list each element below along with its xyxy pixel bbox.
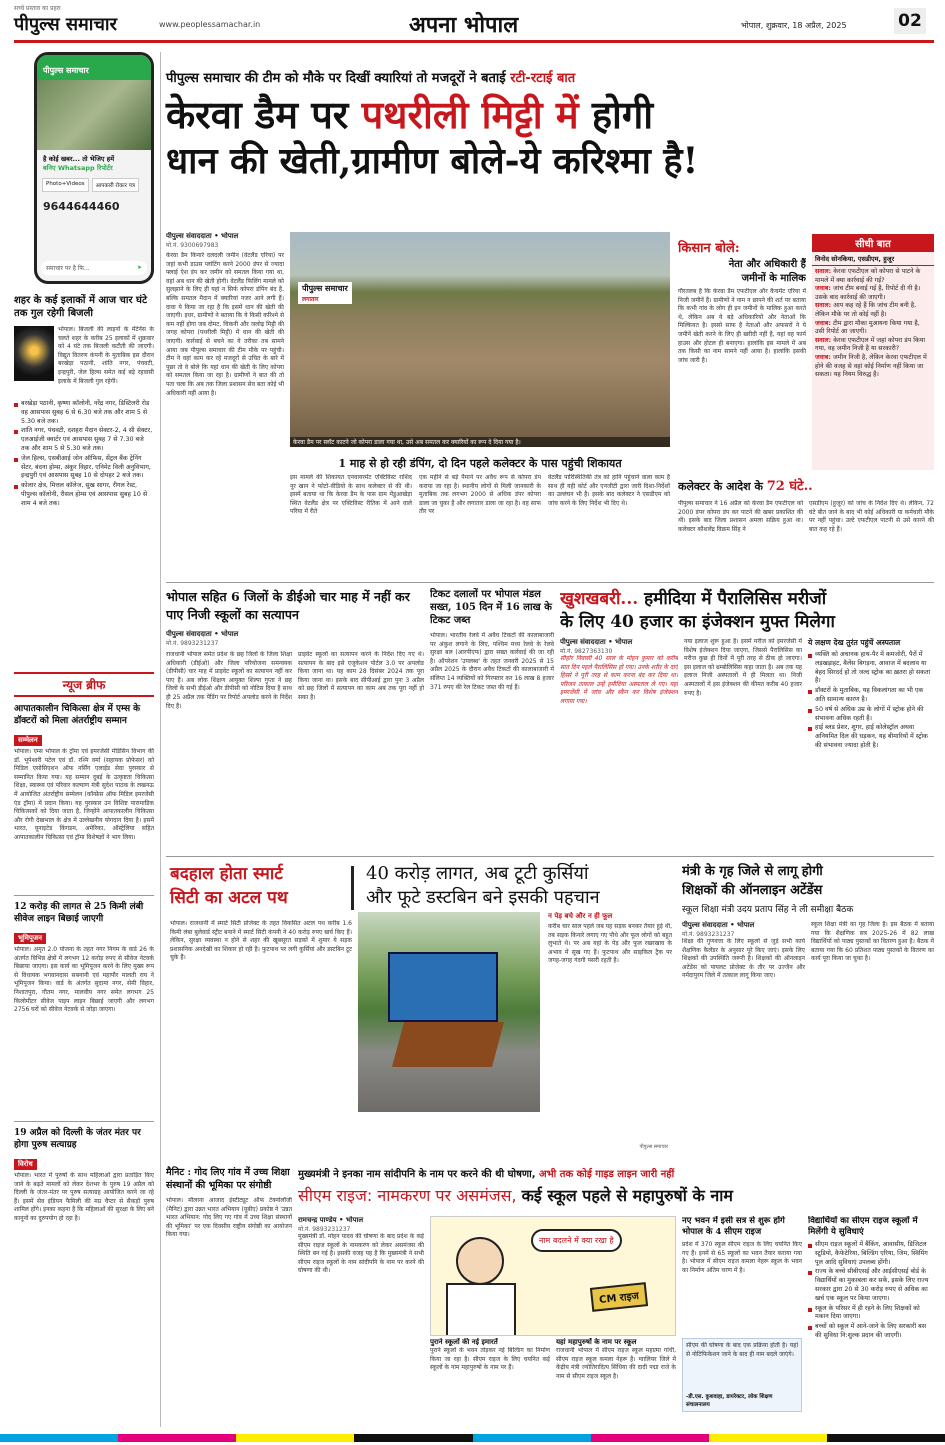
qa-item [815, 354, 931, 380]
top-mobile: मो.नं. 9300697983 [166, 242, 219, 249]
hospital-mobile: मो.नं. 9827363130 [560, 648, 613, 655]
bench-photo [358, 912, 540, 1112]
cm-col1: मुख्यमंत्री डॉ. मोहन यादव की घोषणा के बाद प्रदेश के कई सीएम राइज स्कूलों के नामकरण को लेकर असमंजस की स्थिति बन गई है। इसकी वजह यह है कि मुख्यमंत्री ने सभी सीएम राइज स्कूलों के नाम सांदीपनि के नाम पर करने की घोषणा की थी। [298, 1233, 424, 1275]
hospital-col2: नया इलाज शुरू हुआ है। इसमें मरीज को इमरजेंसी में विशेष इंजेक्शन दिया जाएगा, जिससे पैरालिसिस का मरीज कुछ ही दिनों में पूरी तरह से ठीक हो जाएगा। इस इलाज को थ्रम्बोलिसिस कहा जाता है। अब तक यह इलाज निजी अस्पतालों में ही मिलता था। निजी अस्पतालों में इस इंजेक्शन की कीमत करीब 40 हजार रुपए है। [684, 638, 802, 697]
cap1-title: पुराने स्कूलों की नई इमारतें [430, 1338, 498, 1346]
attendance-col1: शिक्षा की गुणवत्ता के लिए स्कूलों से जुड़े सभी कार्य शैक्षणिक कैलेंडर के अनुसार पूरे किए जाएं। इसके लिए शिक्षकों की उपस्थिति जरूरी है। शिक्षकों की ऑनलाइन अटेंडेंस को पायलट प्रोजेक्ट के तौर पर उज्जैन और नर्मदापुरम जिले में तत्काल लागू किया जाए। [682, 938, 805, 980]
masthead [14, 6, 934, 40]
cap2-title: यहां महापुरुषों के नाम पर स्कूल [556, 1338, 637, 1346]
qa-text: जांच टीम बनाई गई है, रिपोर्ट दी गी है। उसके बाद कार्रवाई की जाएगी। [815, 285, 921, 301]
kicker-text: पीपुल्स समाचार की टीम को मौके पर दिखीं क्यारियां तो मजदूरों ने बताई [166, 71, 506, 86]
list-item: कोलार क्षेत्र, मित्तल कॉलेज, सुख सागर, रीगल रेस्ट, पीपुल्स कॉलोनी, रीसल होम्स एवं आसपास सुबह 10 से शाम 4 बजे तक। [14, 482, 154, 508]
cm-rise-sign: CM राइज [590, 1282, 648, 1312]
power-list [14, 400, 154, 509]
smart-photo-label: न पेड़ बचे और न ही फूल [548, 912, 613, 920]
cm-rise-story [298, 1166, 934, 1428]
qa-item [815, 320, 931, 337]
cartoon-bubble: नाम बदलने में क्या रखा है [531, 1229, 622, 1252]
farmers-text: गौरतलब है कि केरवा डैम एफटीएल और कैचमेंट एरिया में निजी जमीनें हैं। ग्रामीणों ने नाम न छापने की शर्त पर बताया कि कभी गांव के लोग ही इन जमीनों के मालिक हुआ करते थे, लेकिन अब ये बड़े अधिकारियों और नेताओं कि मिल्कियत है। इससे साफ है नेताओं और अफसरों ने ये जमीनें खेती करने के लिए ही खरीदी नहीं है, यहां वह फार्म हाउस और होटल ही बनाएगा। हालांकि इस मामले में अब तक किसी का नाम सामने नहीं आया है। हालांकि इसकी जांच जारी है। [678, 288, 806, 364]
smart-title [170, 862, 288, 910]
headline-part-c: होगी [591, 92, 654, 137]
interview-qa [812, 266, 934, 382]
top-kicker [166, 68, 934, 86]
list-item: सीएम राइज स्कूलों में बैंकिंग, आवासीय, डिजिटल स्टूडियो, कैफेटेरिया, बिल्डिंग एरिया, जिम, स्विमिंग पूल आदि सुविधाएं उपलब्ध होंगी। [808, 1241, 934, 1267]
qa-label: जवाब: [815, 319, 831, 327]
collector-title-red: 72 घंटे.. [766, 479, 813, 494]
brief2-tag: भूमिपूजन [14, 933, 46, 944]
photo-video-button[interactable]: Photo+Videos [42, 178, 89, 192]
cartoon [430, 1216, 676, 1336]
hospital-col1: सीहोर निवासी 40 साल के मोहन कुमार को करीब सात दिन पहले पैरालिसिस हो गया। उनके शरीर के दाएं हिस्से ने पूरी तरह से काम करना बंद कर दिया था। परिजन तत्काल उन्हें हमीदिया अस्पताल ले गए। यहां इमरजेंसी में जांच और स्कैन कर विशेष इंजेक्शन लगाया गया। [560, 655, 678, 705]
cap2-text: राजधानी भोपाल में सीएम राइज स्कूल महात्मा गांधी, सीएम राइज स्कूल कमला नेहरू है। ग्वालियर जिले में केंद्रीय मंत्री ज्योतिरादित्य सिंधिया की दादी पद्मा राजे के नाम से सीएम राइज स्कूल है। [556, 1347, 676, 1380]
brief-heading: न्यूज ब्रीफ [14, 672, 154, 697]
qa-text: केरवा एफटीएल को कोपरा से पाटने के मामले में क्या कार्रवाई की गई? [815, 268, 921, 284]
schools-mobile: मो.नं. 9893231237 [166, 640, 219, 647]
attendance-story [682, 862, 934, 1172]
power-text: भोपाल। बिजली की लाइनों के मेंटेनेंस के चलते शहर के करीब 25 इलाकों में शुक्रवार को 4 घंटे तक बिजली कटौती की जाएगी। विद्युत वितरण कंपनी के मुताबिक इस दौरान बरखेड़ा पठानी, शांति नगर, पंचवटी, इन्द्रपुरी, जेल हिल्स समेत कई बड़े रहवासी इलाके में बिजली गुल रहेगी। [58, 326, 154, 385]
symptom-title: ये लक्षण देख तुरंत पहुंचें अस्पताल [808, 638, 901, 647]
top-subhead: 1 माह से हो रही डंपिंग, दो दिन पहले कलेक्टर के पास पहुंची शिकायत [338, 457, 622, 470]
collector-title-text: कलेक्टर के आदेश के [678, 480, 763, 493]
cm-title-b: कई स्कूल पहले से महापुरुषों के नाम [521, 1186, 733, 1205]
cm-byline: रामचन्द्र पाण्डेय • भोपाल [298, 1216, 364, 1224]
logo-text: पीपुल्स समाचार [14, 14, 117, 35]
smart-photo-text: करीब चार साल पहले जब यह सड़क बनकर तैयार हुई थी, तब सड़क किनारे लगाए गए पौधे और फूल लोगों को बहुत लुभाते थे। पर अब यहां के पेड़ और फूल रखरखाव के अभाव में सूख गए हैं। फुटपाथ और साइकिल ट्रैक पर जगह-जगह गंदगी पसरी रहती है। [548, 923, 672, 965]
facilities-list [808, 1241, 934, 1341]
smart-headline2: और फूटे डस्टबिन बने इसकी पहचान [366, 887, 600, 908]
promo-line1: है कोई खबर... तो भेजिए हमें [43, 155, 115, 163]
list-item: राज्य के बच्चे सीबीएसई और आईसीएसई बोर्ड के विद्यार्थियों का मुकाबला कर सकें, इसके लिए राज्य सरकार द्वारा 20 से 30 करोड़ रुपए से अधिक का खर्च एक स्कूल पर किया जाएगा। [808, 1268, 934, 1303]
sub-col1: इस मामले की शिकायत एनवायरमेंट एक्टिविस्ट राशिद नूर खान ने फोटो-वीडियो के साथ कलेक्टर से की थी। इसमें बताया था कि केरवा डैम के पास ग्राम मेंडुआखेड़ा स्थित वेटलैंड क्षेत्र पर एक्टिविस्ट रीतिक में आने वाले परिया में रीते [290, 474, 412, 516]
schools-story [166, 588, 424, 850]
chat-preview: समाचार पर है फि... [46, 265, 90, 272]
rail-story [430, 588, 554, 850]
logo[interactable] [14, 12, 117, 36]
qa-label: जवाब: [815, 353, 831, 361]
farmers-sub2: जमीनों के मालिक [741, 273, 806, 284]
attendance-byline: पीपुल्स संवाददाता • भोपाल [682, 921, 755, 929]
chat-input[interactable] [41, 261, 147, 275]
symptom-list [808, 651, 934, 751]
attendance-title2: शिक्षकों की ऑनलाइन अटेंडेंस [682, 883, 823, 898]
new-building-title: नए भवन में इसी सत्र से शुरू होंगे भोपाल के 4 सीएम राइज [682, 1216, 785, 1237]
photo-brand-text: पीपुल्स समाचार [302, 284, 348, 293]
collector-col1: पीपुल्स समाचार ने 16 अप्रैल को केरवा डैम एफटीएल को 2000 डंपर कोपरा डंप कर पाटने की खबर प्रकाशित की थी। इसके बाद जिला प्रशासन अमला सक्रिय हुआ था। कलेक्टर कौशलेंद्र विक्रम सिंह ने [678, 500, 803, 533]
sub-col2: एक महीने से बड़े पैमाने पर अवैध रूप से कोपरा डंप कराया जा रहा है। स्थानीय लोगों से मिली जानकारी के मुताबिक तक लगभग 2000 से अधिक डंपर कोपरा डाला जा चुका है और लगातार डाला जा रहा है। वह साफ तौर पर [419, 474, 541, 516]
cm-mobile: मो.नं. 9893231237 [298, 1226, 351, 1233]
facilities-box [808, 1216, 934, 1426]
list-item: व्यक्ति को अचानक हाथ-पैर में कमजोरी, पैरों में लड़खड़ाहट, बैलेंस बिगड़ना, आवाज में बदलाव या बेहद सिरदर्द हो तो जल्द स्ट्रोक का ख़तरा हो सकता है। [808, 651, 934, 686]
smart-city-story [166, 862, 676, 1162]
cm-kicker-text: मुख्यमंत्री ने इनका नाम सांदीपनि के नाम पर करने की थी घोषणा, [298, 1169, 536, 1180]
masthead-rule [14, 40, 934, 43]
date-line: भोपाल, शुक्रवार, 18 अप्रैल, 2025 [741, 21, 847, 30]
qa-label: सवाल: [815, 268, 832, 275]
promo-photo [37, 80, 151, 150]
smart-headline [366, 862, 600, 910]
attendance-title1: मंत्री के गृह जिले से लागू होगी [682, 864, 823, 879]
photo-credit: पीपुल्स समाचार [639, 1144, 668, 1150]
schools-col2: प्राइवेट स्कूलों का सत्यापन करने के निर्देश दिए गए थे। सत्यापन के बाद इसे एजुकेशन पोर्टल 3.0 पर अपलोड किया जाना था। यह काम 28 दिसंबर 2024 तक पूरा किया जाना था। इसके बाद सीपीआई द्वारा पुनः 3 अप्रैल को छह जिलों में सत्यापन का काम अब तक पूरा नहीं हो सका है। [298, 651, 424, 701]
cartoon-face [456, 1237, 504, 1285]
smart-headline1: 40 करोड़ लागत, अब टूटी कुर्सियां [366, 863, 589, 884]
qa-item [815, 302, 931, 319]
power-cut-story [14, 294, 154, 664]
photo-brand [298, 282, 352, 304]
photo-tag: लगातार [302, 296, 319, 303]
qa-item [815, 268, 931, 285]
quote-text: सीएम की घोषणा के बाद एक प्रक्रिया होती है। यहां से नोटिफिकेशन जाने के बाद ही नाम बदले जाएंगे। [686, 1342, 798, 1358]
top-byline: पीपुल्स संवाददाता • भोपाल [166, 232, 239, 240]
manit-text: भोपाल। मौलाना आजाद इंस्टीट्यूट ऑफ टेक्नोलॉजी (मैनिट) द्वारा उन्नत भारत अभियान (यूबीए) प्रकोष्ठ ने 'उन्नत भारत अभियान: गोद लिए गए गांव में उच्च शिक्षा संस्थानों की भूमिका' पर एक दिवसीय राष्ट्रीय संगोष्ठी का आयोजन किया गया। [166, 1197, 292, 1239]
schools-title: भोपाल सहित 6 जिलों के डीईओ चार माह में नहीं कर पाए निजी स्कूलों का सत्यापन [166, 589, 410, 622]
whatsapp-promo [34, 52, 154, 284]
power-title: शहर के कई इलाकों में आज चार घंटे तक गुल रहेगी बिजली [14, 295, 147, 319]
list-item: बच्चों को स्कूल में आने-जाने के लिए सरकारी बस की सुविधा नि:शुल्क प्रदान की जाएगी। [808, 1323, 934, 1341]
farmers-box [678, 238, 806, 468]
top-story-col1 [166, 232, 284, 577]
smart-photo-side [548, 912, 672, 1152]
hospital-title1-text: हमीदिया में पैरालिसिस मरीजों [644, 589, 827, 609]
qa-label: सवाल: [815, 302, 832, 310]
schools-byline: पीपुल्स संवाददाता • भोपाल [166, 630, 239, 638]
hospital-kicker: खुशखबरी... [560, 589, 639, 609]
facilities-title: विद्यार्थियों का सीएम राइज स्कूलों में मिलेंगी ये सुविधाएं [808, 1216, 918, 1237]
rail-title: टिकट दलालों पर भोपाल मंडल सख्त, 105 दिन में 16 लाख के टिकट जब्त [430, 589, 552, 626]
send-icon[interactable]: ➤ [136, 264, 142, 271]
attendance-sub: स्कूल शिक्षा मंत्री उदय प्रताप सिंह ने ली समीक्षा बैठक [682, 905, 854, 915]
promo-line2: बनिए Whatsapp रिपोर्टर [43, 164, 113, 172]
color-strip [0, 1434, 945, 1442]
section-title: अपना भोपाल [409, 12, 519, 38]
hospital-title2: के लिए 40 हजार का इंजेक्शन मुफ्त मिलेगा [560, 612, 835, 632]
headline-line2: धान की खेती,ग्रामीण बोले-ये करिश्मा है! [166, 140, 699, 182]
smart-title2: सिटी का अटल पथ [170, 888, 288, 908]
farmers-title: किसान बोले: [678, 241, 740, 256]
cartoon-body [446, 1283, 516, 1336]
qa-text: केरवा एफटीएल में जहां कोपरा डंप किया गया, वह जमीन निजी है या सरकारी? [815, 336, 926, 353]
smart-text: भोपाल। राजधानी में स्मार्ट सिटी प्रोजेक्ट के तहत विकसित अटल पथ करीब 1.6 किमी लंबा बुलेवार्ड स्ट्रीट बनाने में स्मार्ट सिटी कंपनी ने 40 करोड़ रुपए खर्च किए हैं। लेकिन, सुरक्षा व्यवस्था न होने से शहर की खूबसूरत सड़कों में शुमार ये सड़क प्रशासनिक अनदेखी का शिकार हो रही है। फुटपाथ पर लगी कुर्सियां और डस्टबिन टूट चुके हैं। [170, 920, 352, 962]
broken-bench-shape [392, 1022, 504, 1067]
hospital-title1 [560, 588, 934, 611]
logo-tagline: सच्चे प्रस्ताव का प्रहरा [14, 5, 61, 12]
smart-title1: बदहाल होता स्मार्ट [170, 864, 283, 884]
interview-name: विनोद सोनकिया, एसडीएम, हुजूर [812, 252, 934, 266]
cm-title [298, 1184, 934, 1208]
bulb-image [14, 326, 54, 381]
list-item: बरखेड़ा पठानी, कृष्णा कॉलोनी, नरेंद्र नगर, डिस्टिलरी रोड वह आसपास सुबह 6 से 6.30 बजे तक और शाम 5 से 5.30 बजे तक। [14, 400, 154, 426]
whatsapp-number[interactable]: 9644644460 [43, 200, 120, 213]
cm-title-a: सीएम राइज: नामकरण पर असमंजस, [298, 1186, 517, 1205]
brief1-title: आपातकालीन चिकित्सा क्षेत्र में एम्स के डॉक्टरों को मिला अंतर्राष्ट्रीय सम्मान [14, 704, 141, 726]
cm-kicker [298, 1166, 934, 1180]
brief1-tag: सम्मेलन [14, 735, 42, 746]
collector-title [678, 476, 934, 494]
qa-text: आप कह रहे हैं कि जांच टीम बनी है, लेकिन मौके पर तो कोई नहीं है। [815, 302, 917, 318]
list-item: जेल हिल्स, एसबीआई जोन ऑफिस, सेंट्रल बैंक ट्रेनिंग सेंटर, बंदना होम्स, अंकुर विहार, एनिमेट विली अनुविभाग, इन्द्रपुरी एवं आसपास सुबह 10 से दोपहर 2 बजे तक। [14, 455, 154, 481]
brief3-text: भोपाल। भारत में पुरुषों के साथ महिलाओं द्वारा प्रताड़ित किए जाने के बढ़ते मामलों को लेकर देशभर के पुरुष 19 अप्रैल को दिल्ली के जंतर-मंतर पर पुरुष सत्याग्रह आयोजित करने जा रहे हैं। इसमें सेव इंडियन फैमिली की मप्र चैप्टर से सैकड़ों पुरुष शामिल होंगे। इनका कहना है कि महिलाओं की सुरक्षा के लिए बने कानूनों का दुरुपयोग हो रहा है। [14, 1172, 154, 1222]
new-building-text: प्रदेश में 370 स्कूल सीएम राइज के लिए चयनित किए गए हैं। इनमें से 65 स्कूलों का भवन तैयार कराया गया है। भोपाल में सीएम राइज कमला नेहरू स्कूल के भवन का निर्माण अंतिम चरण में है। [682, 1241, 802, 1274]
top-story-text: केरवा डैम किनारे दलदली जमीन (वेटलैंड एरिया) पर जहां कभी डाउस प्लांटिंग करने 2000 डंपर से ज्यादा फ्लाई ऐश डंप कर जमीन को समतल किया गया था, वहां अब धान की खेती होगी। वेटलैंड फिलिंग मामले को सुलझाने के लिए ही यहां न सिर्फ कोपरा डंपिंग बंद है, बल्कि समतल मैदान में क्यारियां नजर आने लगी हैं। दावा ये किया जा रहा है कि इसमें धान की खेती की जाएगी। इधर, ग्रामीणों ने बताया कि ये किसी करिश्मे से कम नहीं होगा जब दोमट, चिकनी और जलोढ़ मिट्टी की जगह कोपरा (पथरीली मिट्टी) में धान की खेती की जाएगी। कार्रवाई से बचने का ये तरीका तब सामने आया जब पीपुल्स समाचार की टीम मौके पर पहुंची। टीम ने वहां काम कर रहे मजदूरों से उचित के बारे में पूछा तो वे बोले कि यहां धान की खेती के लिए कोपरा को समतल किया जा रहा है। ग्रामीणों ने बात की तो पता चला कि अब तक जिला प्रशासन सेव बता कोई भी अधिकारी नहीं आया है। [166, 252, 284, 397]
rail-text: भोपाल। भारतीय रेलवे में अवैध टिकटों की कालाबाजारी पर अंकुश लगाने के लिए, पश्चिम मध्य रेलवे के रेलवे सुरक्षा बल (आरपीएफ) द्वारा सख्त कार्रवाई की जा रही है। ऑपरेशन 'उपलब्ध' के तहत जनवरी 2025 से 15 अप्रैल 2025 के दौरान अवैध टिकटों की कालाबाजारी में संलिप्त 14 व्यक्तियों को गिरफ्तार कर 16 लाख 8 हजार 371 रुपए की रेल टिकट जब्त की गई हैं। [430, 632, 554, 691]
list-item: शांति नगर, पंचवटी, दशहरा मैदान सेक्टर-2, 4 सी सेक्टर, एलआईजी क्वार्टर एवं आसपास सुबह 7 से 7.30 बजे तक और शाम 5 से 5.30 बजे तक। [14, 427, 154, 453]
collector-col2: एसडीएम (हुजूर) को जांच के निर्देश दिए थे। लेकिन, 72 घंटे बीत जाने के बाद भी कोई अधिकारी या कर्मचारी मौके पर नहीं पहुंचा। उल्टे एफटीएल पाटनी से उसे कारने की बात कह रहे हैं। [809, 500, 934, 533]
hospital-byline: पीपुल्स संवाददाता • भोपाल [560, 638, 633, 646]
hospital-story [560, 588, 934, 850]
headline-part-b: पथरीली मिट्टी में [361, 92, 579, 137]
headline-line1 [166, 92, 934, 138]
qa-label: सवाल: [815, 336, 832, 344]
kicker-red: रटी-रटाई बात [510, 71, 576, 86]
qa-text: जमीन निजी है, लेकिन केरवा एफटीएल में होने की वजह से वहां कोई निर्माण नहीं किया जा सकता। यह नियम विरुद्ध है। [815, 353, 927, 379]
brief1-text: भोपाल। एम्स भोपाल के ट्रॉमा एवं इमरजेंसी मेडिसिन विभाग की डॉ. भूपेश्वरी पटेल एवं डॉ. रश्मि वर्मा (सहायक प्रोफेसर) को मिडिल एसोसिएशन ऑफ नर्सिंग एलाईड सेवा पुरस्कार से सम्मानित किया गया। यह सम्मान दुबई के उत्कृष्टता चिकित्सा शिक्षा, स्वास्थ्य एवं परिवार कल्याण मंत्री सुदेश पाठक के लखनऊ में आयोजित अंतर्राष्ट्रीय सम्मेलन (कॉन्फ्रेंस ऑफ मिडिल इमरजेंसी एंड ट्रॉमा) में प्रदान किया। यह पुरस्कार उन विशिष्ट पारामाडिक चिकित्सकों को दिया जाता है, जिन्होंने आपातकालीन चिकित्सा और रोगी देखभाल के क्षेत्र में उल्लेखनीय योगदान दिया है। इसमें भारत, यूनाइटेड किंगडम, अमेरिका, ऑस्ट्रेलिया सहित आपातकालीन चिकित्सा एवं ट्रॉमा विशेषज्ञों ने भाग लिया। [14, 748, 154, 841]
interview-box [812, 234, 934, 470]
headline-part-a: केरवा डैम पर [166, 92, 349, 137]
qa-label: जवाब: [815, 285, 831, 293]
brief2-title: 12 करोड़ की लागत से 25 किमी लंबी सीवेज लाइन बिछाई जाएगी [14, 902, 144, 924]
cap1-text: पुराने स्कूलों के भवन तोड़कर नई बिल्डिंग का निर्माण किया जा रहा है। सीएम राइज के लिए चयनित कई स्कूलों के नाम महापुरुषों के नाम पर हैं। [430, 1347, 550, 1372]
kiosk-shape [388, 952, 498, 1022]
director-quote [682, 1338, 802, 1412]
brief2-text: भोपाल। अमृत 2.0 योजना के तहत नगर निगम के वार्ड 26 के अंतर्गत विभिन्न क्षेत्रों में लगभग 12 करोड़ रुपए से सीवेज नेटवर्क बिछाया जाएगा। इस कार्य का भूमिपूजन करने के लिए मुख्य रूप से विधायक भगवानदास सबनानी एवं महापौर मालती राय ने भूमिपूजन किया। वार्ड के अंतर्गत सुदामा नगर, सेमी विहार, निशातपुरा, गौतम नगर, मालवीय नगर समेत लगभग 25 किलोमीटर सीवेज पाइप लाइन बिछाई जाएगी और लगभग 2756 घरों को सीवेज नेटवर्क से जोड़ा जाएगा। [14, 946, 154, 1014]
brief3-title: 19 अप्रैल को दिल्ली के जंतर मंतर पर होगा पुरुष सत्याग्रह [14, 1128, 141, 1150]
news-brief [14, 672, 154, 1427]
manit-story [166, 1166, 292, 1428]
collector-box [678, 476, 934, 576]
site-url[interactable]: www.peoplessamachar.in [159, 20, 261, 29]
letter-button[interactable]: आपकारी रोकार पत्र [92, 178, 139, 192]
manit-title: मैनिट : गोद लिए गांव में उच्च शिक्षा संस्थानों की भूमिका पर संगोष्ठी [166, 1167, 290, 1191]
list-item: डॉक्टरों के मुताबिक, यह विकलांगता का भी एक अति सामान्य कारण है। [808, 687, 934, 705]
cm-kicker-red: अभी तक कोई गाइड लाइन जारी नहीं [539, 1169, 675, 1180]
sub-col3: वेटलैंड पारिस्थितिकी तंत्र को हानि पहुंचाने वाला काम है साथ ही यही कोर्ट और एनजीटी द्वारा जारी दिशा-निर्देशों का उल्लंघन भी है। इसके बाद कलेक्टर ने एसडीएम को जांच करने के लिए निर्देश भी दिए थे। [548, 474, 670, 507]
farmers-sub1: नेता और अधिकारी हैं [728, 259, 806, 270]
dam-photo [290, 232, 670, 447]
list-item: स्कूल के परिसर में ही रहने के लिए शिक्षकों को मकान दिया जाएगा। [808, 1305, 934, 1323]
qa-text: टीम द्वारा मौका मुआयना किया गया है, उसी रिपोर्ट आ जाएगी। [815, 319, 920, 336]
photo-caption: केरवा डैम पर स्लॉट काटने जो कोपरा डाला गया था, उसे अब समतल कर क्यारियों का रूप दे दिया गया है। [290, 437, 670, 447]
top-story-header [166, 68, 934, 184]
list-item: हाई ब्लड प्रेशर, शुगर, हाई कोलेस्ट्रॉल अथवा अनियमित दिल की धड़कन, यह बीमारियों में स्ट्रोक की संभावना ज्यादा होती है। [808, 724, 934, 750]
attendance-col2: स्कूल शिक्षा मंत्री का गृह जिला है। इस बैठक में बताया गया कि शैक्षणिक सत्र 2025-26 में 82 लाख विद्यार्थियों को पाठ्य पुस्तकों का वितरण हुआ है। बैठक में बताया गया कि 60 प्रतिशत पाठ्य पुस्तकों के वितरण का कार्य पूरा किया जा चुका है। [811, 921, 934, 963]
attendance-mobile: मो.नं. 9893231237 [682, 931, 735, 938]
qa-item [815, 337, 931, 354]
qa-item [815, 285, 931, 302]
interview-head: सीधी बात [812, 234, 934, 252]
schools-col1: राजधानी भोपाल समेत प्रदेश के छह जिलों के जिला शिक्षा अधिकारी (डीईओ) और जिला परियोजना समन्वयक (डीपीसी) चार माह में प्राइवेट स्कूलों का सत्यापन नहीं कर पाए हैं। अब लोक शिक्षण आयुक्त शिल्पा गुप्ता ने छह जिलों के सभी डीईओ और डीपीसी को नोटिस दिया है साथ ही 25 अप्रैल तक पेंडिंग पर रिपोर्ट अपलोड करने के निर्देश दिए हैं। [166, 651, 292, 710]
page-number: 02 [894, 8, 926, 34]
promo-brand: पीपुल्स समाचार [37, 55, 151, 80]
brief3-tag: विरोध [14, 1159, 37, 1170]
list-item: 50 वर्ष से अधिक उम्र के लोगों में स्ट्रोक होने की संभावना अधिक रहती है। [808, 706, 934, 724]
quote-author: -डी.एस. कुशवाहा, डायरेक्टर, लोक शिक्षण संचालनालय [686, 1394, 773, 1408]
